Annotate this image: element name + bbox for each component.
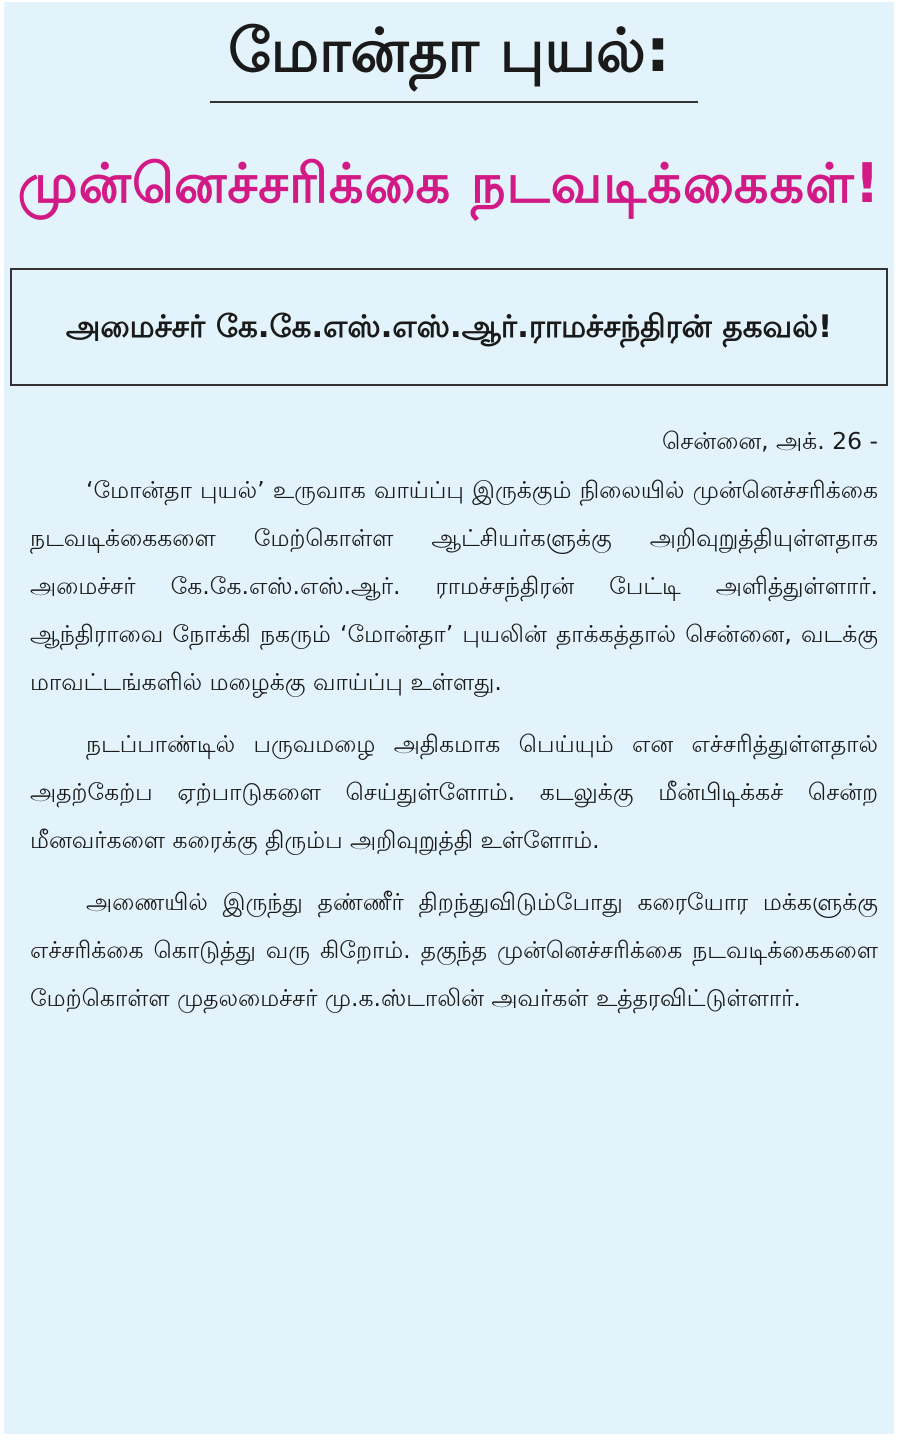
article-paragraph: அணையில் இருந்து தண்ணீர் திறந்துவிடும்போது கரையோர மக்களுக்கு எச்சரிக்கை கொடுத்து வரு கிறோம். தகுந்த முன்னெச்சரிக்கை நடவடிக்கைகளை மேற்கொள்ள முதலமைச்சர் மு.க.ஸ்டாலின் அவர்கள் உத்தரவிட்டுள்ளார். [30, 888, 878, 1012]
headline-divider [210, 101, 698, 103]
article-paragraph: நடப்பாண்டில் பருவமழை அதிகமாக பெய்யும் என எச்சரித்துள்ளதால் அதற்கேற்ப ஏற்பாடுகளை செய்துள்ளோம். கடலுக்கு மீன்பிடிக்கச் சென்ற மீனவர்களை கரைக்கு திரும்ப அறிவுறுத்தி உள்ளோம். [30, 730, 878, 854]
headline-main: முன்னெச்சரிக்கை நடவடிக்கைகள்! [17, 152, 881, 215]
news-clipping [4, 2, 894, 1434]
subheadline: அமைச்சர் கே.கே.எஸ்.எஸ்.ஆர்.ராமச்சந்திரன் தகவல்! [65, 309, 833, 345]
dateline: சென்னை, அக். 26 - [662, 427, 878, 455]
subheadline-box [10, 268, 888, 386]
headline-top: மோன்தா புயல்: [228, 16, 670, 86]
article-paragraph: ‘மோன்தா புயல்’ உருவாக வாய்ப்பு இருக்கும் நிலையில் முன்னெச்சரிக்கை நடவடிக்கைகளை மேற்கொள்ள ஆட்சியர்களுக்கு அறிவுறுத்தியுள்ளதாக அமைச்சர் கே.கே.எஸ்.எஸ்.ஆர். ராமச்சந்திரன் பேட்டி அளித்துள்ளார். ஆந்திராவை நோக்கி நகரும் ‘மோன்தா’ புயலின் தாக்கத்தால் சென்னை, வடக்கு மாவட்டங்களில் மழைக்கு வாய்ப்பு உள்ளது. [30, 476, 878, 696]
article-body [30, 416, 878, 1022]
